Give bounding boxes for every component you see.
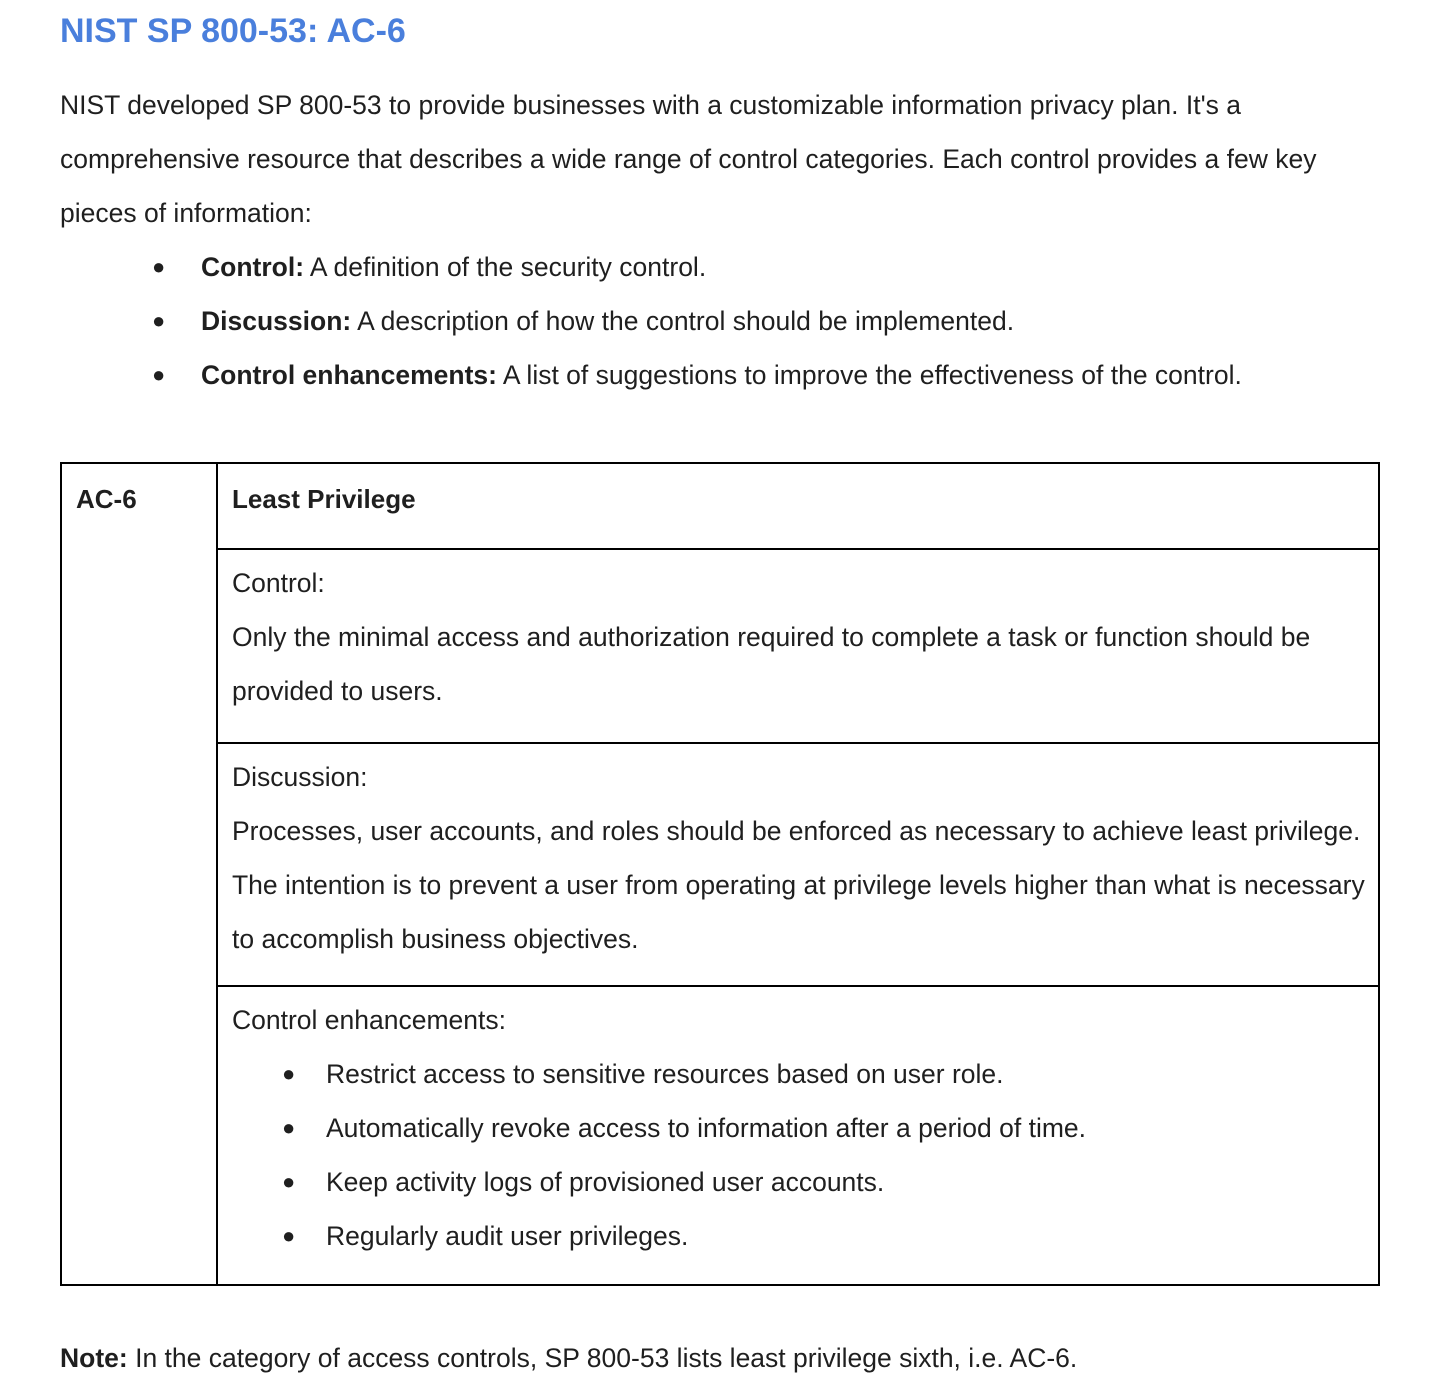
discussion-cell <box>218 742 1378 985</box>
control-id-cell <box>62 464 218 1284</box>
list-item <box>60 348 1242 402</box>
bullet-icon: ● <box>282 1169 296 1194</box>
control-name-cell <box>218 464 1378 548</box>
enhancement-text: Regularly audit user privileges. <box>326 1221 689 1251</box>
list-item-term: Control enhancements: <box>201 360 497 390</box>
list-item <box>60 240 1242 294</box>
list-item-text: A description of how the control should be implemented. <box>351 306 1015 336</box>
bullet-icon: ● <box>152 254 166 279</box>
list-item-text: A list of suggestions to improve the effectiveness of the control. <box>496 360 1242 390</box>
enhancements-cell <box>218 985 1378 1284</box>
discussion-label: Discussion: <box>232 762 368 792</box>
control-cell <box>218 548 1378 742</box>
bullet-icon: ● <box>152 362 166 387</box>
note-label: Note: <box>60 1343 128 1373</box>
enhancements-list <box>232 1047 1378 1263</box>
control-table <box>60 462 1380 1286</box>
control-text: Only the minimal access and authorization required to complete a task or function should be provided to users. <box>232 622 1311 706</box>
enhancement-text: Automatically revoke access to information after a period of time. <box>326 1113 1087 1143</box>
list-item-term: Control: <box>201 252 305 282</box>
enhancements-label: Control enhancements: <box>232 1005 506 1035</box>
control-name: Least Privilege <box>232 484 416 514</box>
enhancement-text: Restrict access to sensitive resources based on user role. <box>326 1059 1004 1089</box>
note-paragraph <box>60 1331 1077 1385</box>
list-item <box>232 1047 1378 1101</box>
note-text: In the category of access controls, SP 800-53 lists least privilege sixth, i.e. AC-6. <box>127 1343 1078 1373</box>
bullet-icon: ● <box>282 1223 296 1248</box>
list-item <box>60 294 1242 348</box>
bullet-icon: ● <box>282 1115 296 1140</box>
page-title: NIST SP 800-53: AC-6 <box>60 12 406 50</box>
intro-paragraph: NIST developed SP 800-53 to provide businesses with a customizable information privacy plan. It's a comprehensive resource that describes a wide range of control categories. Each control provides a few key pieces of information: <box>60 90 1317 228</box>
key-points-list <box>60 240 1242 402</box>
control-id: AC-6 <box>76 484 137 514</box>
bullet-icon: ● <box>282 1061 296 1086</box>
bullet-icon: ● <box>152 308 166 333</box>
control-label: Control: <box>232 568 325 598</box>
list-item-text: A definition of the security control. <box>304 252 707 282</box>
list-item <box>232 1209 1378 1263</box>
list-item-term: Discussion: <box>201 306 352 336</box>
discussion-text: Processes, user accounts, and roles should be enforced as necessary to achieve least privilege. The intention is to prevent a user from operating at privilege levels higher than what is necessary to accomplish business objectives. <box>232 816 1365 954</box>
list-item <box>232 1101 1378 1155</box>
list-item <box>232 1155 1378 1209</box>
enhancement-text: Keep activity logs of provisioned user accounts. <box>326 1167 885 1197</box>
